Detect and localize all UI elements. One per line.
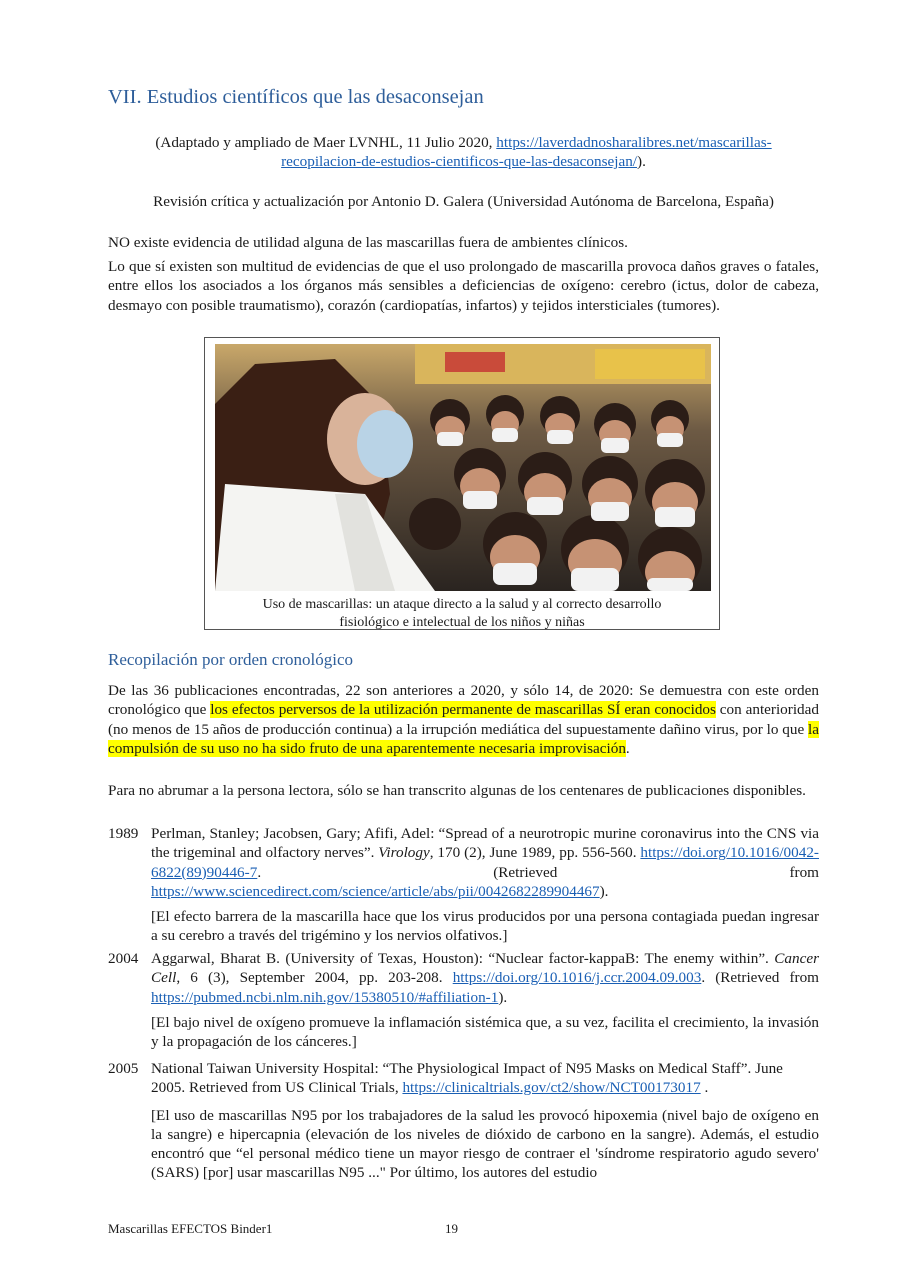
source-prefix: (Adaptado y ampliado de Maer LVNHL, 11 Julio 2020, [155, 134, 497, 151]
disclaimer-paragraph: Para no abrumar a la persona lectora, sólo se han transcrito algunas de los centenares de publicaciones disponibles. [108, 782, 806, 799]
subsection-title: Recopilación por orden cronológico [108, 650, 354, 669]
children-masks-photo [215, 344, 711, 591]
reference-note: [El bajo nivel de oxígeno promueve la inflamación sistémica que, a su vez, facilita el crecimiento, la invasión y la propagación de los cánceres.] [151, 1013, 819, 1051]
journal-name: Virology [378, 844, 430, 862]
section-title: VII. Estudios científicos que las desaconsejan [108, 86, 484, 108]
reference-note: [El efecto barrera de la mascarilla hace que los virus producidos por una persona contagiada puedan ingresar a su cerebro a través del trigémino y los nervios olfativos.] [151, 908, 819, 945]
retrieved-link[interactable]: https://pubmed.ncbi.nlm.nih.gov/15380510/#affiliation-1 [151, 988, 499, 1006]
doi-link[interactable]: https://doi.org/10.1016/0042-6822(89)90446-7 [151, 844, 819, 881]
source-citation [108, 133, 819, 171]
chronology-paragraph: De las 36 publicaciones encontradas, 22 son anteriores a 2020, y sólo 14, de 2020: Se demuestra con este orden cronológico que los efectos perversos de la utilización permanente de mascarillas SÍ eran conocidos con anterioridad (no menos de 15 años de producción continua) a la irrupción mediática del supuestamente dañino virus, por lo que la compulsión de su uso no ha sido fruto de una aparentemente necesaria improvisación. [108, 682, 819, 757]
source-link[interactable]: https://laverdadnosharalibres.net/mascarillas- recopilacion-de-estudios-cientificos-que-las-desaconsejan/ [281, 134, 772, 170]
reference-citation: Aggarwal, Bharat B. (University of Texas, Houston): “Nuclear factor-kappaB: The enemy within”. Cancer Cell, 6 (3), September 2004, pp. 203-208. https://doi.org/10.1016/j.ccr.2004.09.003. (Retrieved from https://pubmed.ncbi.nlm.nih.gov/15380510/#affiliation-1). [151, 950, 819, 1006]
reference-citation: Perlman, Stanley; Jacobsen, Gary; Afifi, Adel: “Spread of a neurotropic murine coronavirus into the CNS via the trigeminal and olfactory nerves”. Virology, 170 (2), June 1989, pp. 556-560. https://doi.org/10.1016/0042-6822(89)90446-7. (Retrieved from https://www.sciencedirect.com/science/article/abs/pii/0042682289904467). [151, 825, 819, 900]
reference-item [108, 824, 819, 946]
intro-paragraph-1: NO existe evidencia de utilidad alguna de las mascarillas fuera de ambientes clínicos. [108, 234, 628, 251]
reference-item [108, 1059, 819, 1183]
journal-name: Cancer Cell [151, 950, 819, 987]
reference-note: [El uso de mascarillas N95 por los trabajadores de la salud les provocó hipoxemia (nivel bajo de oxígeno en la sangre) e hipercapnia (elevación de los niveles de dióxido de carbono en la sangre). Además, el estudio encontró que “el personal médico tiene un mayor riesgo de contraer el 'síndrome respiratorio agudo severo' (SARS) [por] usar mascarillas N95 ..." Por último, los autores del estudio [151, 1106, 819, 1182]
doi-link[interactable]: https://doi.org/10.1016/j.ccr.2004.09.003 [452, 969, 702, 987]
highlight-not-improvised: la compulsión de su uso no ha sido fruto de una aparentemente necesaria improvisación [108, 720, 819, 757]
photo-figure [204, 337, 720, 630]
caption-line-1: Uso de mascarillas: un ataque directo a la salud y al correcto desarrollo [262, 597, 662, 612]
source-suffix: ). [637, 153, 646, 170]
reference-year: 2005 [108, 1060, 139, 1077]
footer-page-number: 19 [445, 1221, 458, 1236]
reference-item [108, 949, 819, 1051]
revision-credit: Revisión crítica y actualización por Antonio D. Galera (Universidad Autónoma de Barcelona, España) [153, 193, 774, 210]
reference-citation: National Taiwan University Hospital: “The Physiological Impact of N95 Masks on Medical Staff”. June 2005. Retrieved from US Clinical Trials, https://clinicaltrials.gov/ct2/show/NCT00173017 . [151, 1060, 783, 1097]
retrieved-link[interactable]: https://www.sciencedirect.com/science/article/abs/pii/0042682289904467 [151, 882, 600, 900]
clinical-trials-link[interactable]: https://clinicaltrials.gov/ct2/show/NCT00173017 [402, 1079, 701, 1097]
reference-year: 1989 [108, 825, 139, 842]
figure-caption [205, 596, 719, 632]
footer-doc-name: Mascarillas EFECTOS Binder1 [108, 1221, 273, 1236]
highlight-known-effects: los efectos perversos de la utilización permanente de mascarillas SÍ eran conocidos [210, 701, 716, 719]
intro-paragraph-2: Lo que sí existen son multitud de evidencias de que el uso prolongado de mascarilla provoca daños graves o fatales, entre ellos los asociados a los órganos más sensibles a deficiencias de oxígeno: cerebro (ictus, dolor de cabeza, desmayo con posible traumatismo), corazón (cardiopatías, infartos) y tejidos intersticiales (tumores). [108, 258, 819, 314]
caption-line-2: fisiológico e intelectual de los niños y niñas [339, 615, 585, 630]
reference-year: 2004 [108, 950, 139, 967]
